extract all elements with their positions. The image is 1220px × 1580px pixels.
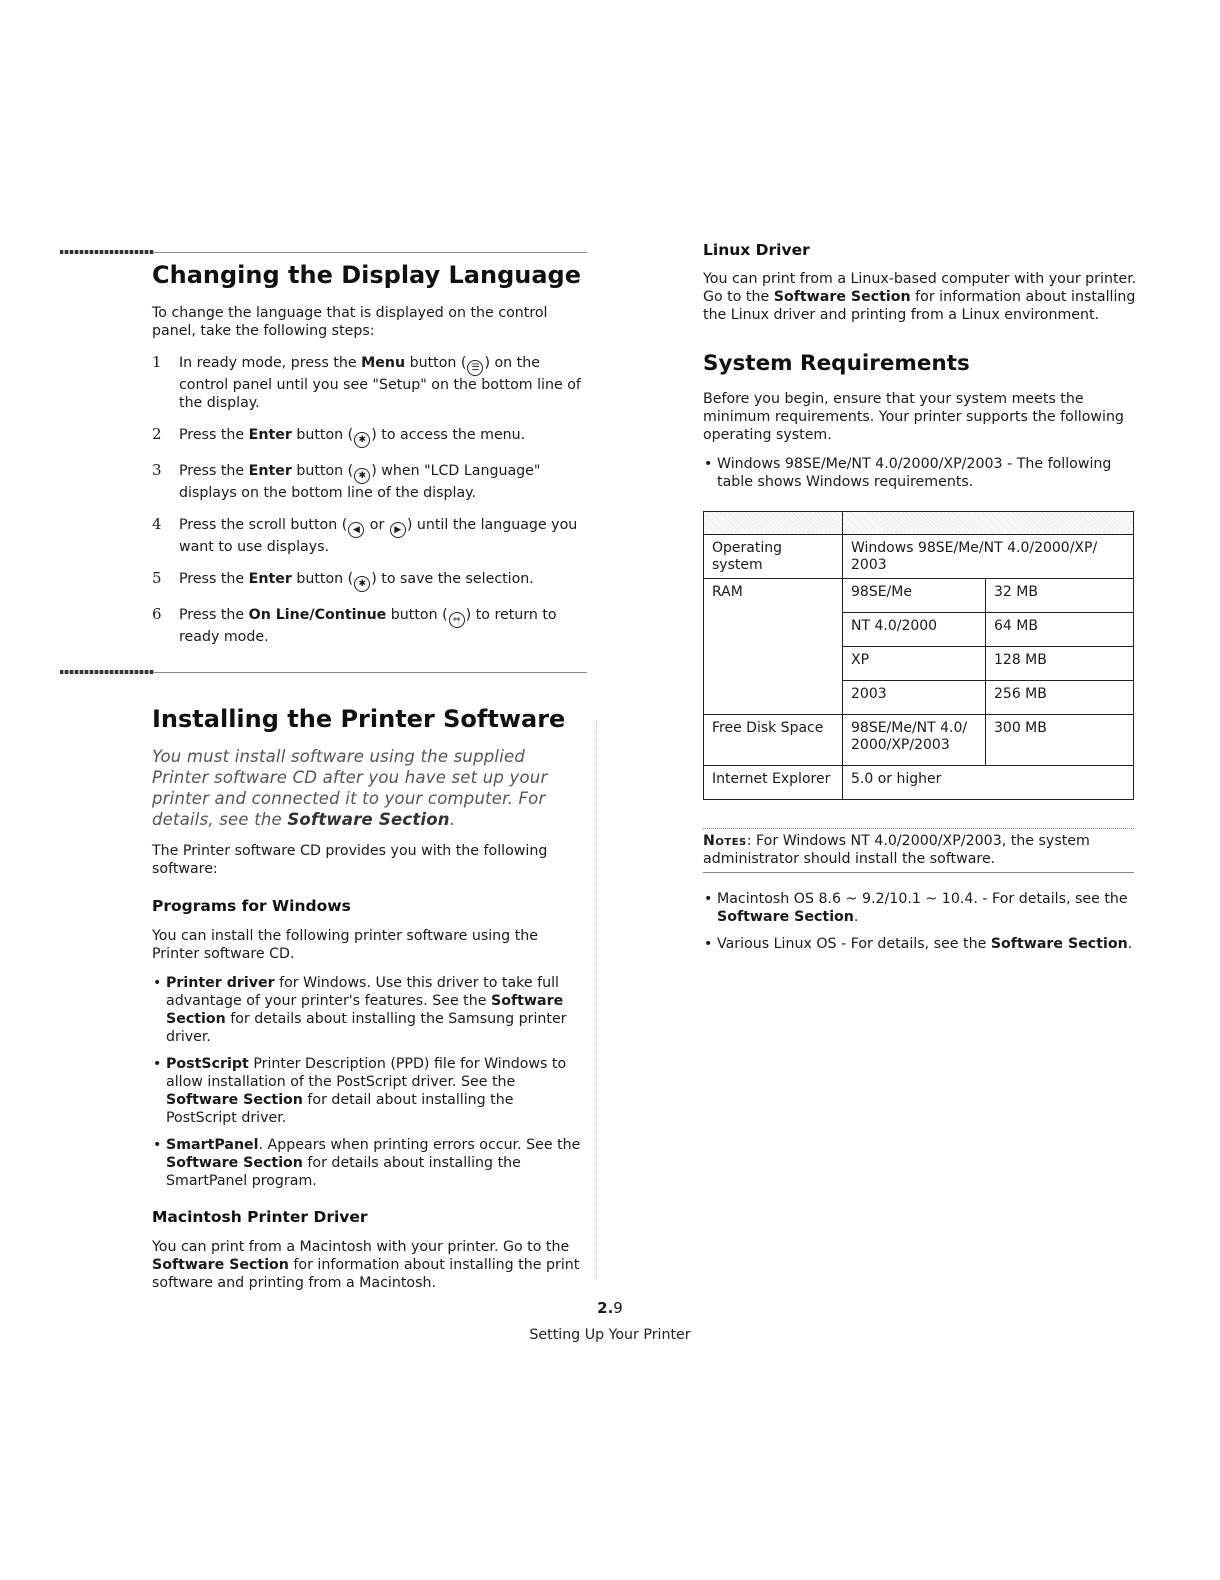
table-cell: 64 MB — [986, 613, 1134, 647]
step-5 — [152, 570, 587, 592]
list-item — [703, 935, 1138, 953]
step-text: Press the — [179, 571, 249, 587]
table-cell: Free Disk Space — [704, 715, 843, 766]
table-cell: 98SE/Me/NT 4.0/ 2000/XP/2003 — [843, 715, 986, 766]
item-bold: Software Section — [166, 993, 564, 1027]
enter-button-icon: ✱ — [354, 576, 370, 592]
linux-heading: Linux Driver — [703, 241, 810, 259]
step-text: ) to return to ready mode. — [179, 607, 557, 645]
step-text: ) to save the selection. — [371, 571, 534, 587]
step-text: ) on the control panel until you see "Setup" on the bottom line of the display. — [179, 355, 581, 411]
menu-button-icon: ☰ — [467, 360, 483, 376]
step-number: 1 — [152, 353, 162, 371]
windows-programs-list — [152, 974, 587, 1190]
step-bold: On Line/Continue — [248, 607, 387, 623]
table-row — [704, 766, 1134, 800]
install-note — [152, 746, 587, 830]
item-bold: SmartPanel — [166, 1137, 259, 1153]
notes-box — [703, 828, 1134, 873]
list-item — [152, 974, 587, 1046]
item-bold: Software Section — [166, 1155, 303, 1171]
section-marker — [60, 670, 154, 674]
left-column — [152, 240, 587, 1292]
step-text: or — [365, 517, 389, 533]
item-text: Printer Description (PPD) file for Windows to allow installation of the PostScript driver. See the — [166, 1056, 567, 1090]
notes-label: Notes — [703, 833, 747, 849]
install-intro: The Printer software CD provides you with the following software: — [152, 843, 548, 877]
step-number: 5 — [152, 569, 162, 587]
table-cell: 2003 — [843, 681, 986, 715]
note-text: . — [449, 810, 456, 829]
item-text: for details about installing the Samsung printer driver. — [166, 1011, 567, 1045]
sysreq-intro: Before you begin, ensure that your system meets the minimum requirements. Your printer supports the following operating system. — [703, 391, 1124, 443]
section-title: Changing the Display Language — [152, 261, 581, 289]
step-text: Press the — [179, 463, 249, 479]
table-cell: 128 MB — [986, 647, 1134, 681]
step-3 — [152, 462, 587, 502]
item-bold: Printer driver — [166, 975, 275, 991]
list-item — [152, 1136, 587, 1190]
step-6 — [152, 606, 587, 646]
table-cell: Internet Explorer — [704, 766, 843, 800]
section-title: System Requirements — [703, 351, 970, 376]
table-row — [704, 715, 1134, 766]
mac-text-part: for information about installing the print software and printing from a Macintosh. — [152, 1257, 580, 1291]
table-cell: XP — [843, 647, 986, 681]
step-text: button ( — [291, 571, 354, 587]
table-row — [704, 579, 1134, 613]
table-cell: 300 MB — [986, 715, 1134, 766]
requirements-table — [703, 511, 1134, 800]
table-cell: 98SE/Me — [843, 579, 986, 613]
enter-button-icon: ✱ — [354, 432, 370, 448]
section-title: Installing the Printer Software — [152, 705, 566, 733]
step-text: ) when "LCD Language" displays on the bottom line of the display. — [179, 463, 541, 501]
online-continue-icon: ⇔ — [449, 612, 465, 628]
windows-req-bullet — [703, 455, 1138, 491]
right-column — [703, 240, 1138, 953]
column-divider — [596, 720, 597, 1280]
step-number: 4 — [152, 515, 162, 533]
step-bold: Menu — [361, 355, 406, 371]
mac-text — [152, 1238, 587, 1292]
item-text: for Windows. Use this driver to take full advantage of your printer's features. See the — [166, 975, 559, 1009]
notes-body: : For Windows NT 4.0/2000/XP/2003, the system administrator should install the software. — [703, 833, 1090, 867]
notes-text — [703, 832, 1134, 868]
table-cell: Windows 98SE/Me/NT 4.0/2000/XP/ 2003 — [843, 535, 1134, 579]
linux-text-part: You can print from a Linux-based computer with your printer. Go to the — [703, 271, 1137, 305]
table-cell: 32 MB — [986, 579, 1134, 613]
step-bold: Enter — [248, 571, 292, 587]
item-bold: PostScript — [166, 1056, 249, 1072]
step-1 — [152, 354, 587, 412]
other-os-list — [703, 890, 1138, 953]
mac-link: Software Section — [152, 1257, 289, 1273]
table-row — [704, 535, 1134, 579]
step-bold: Enter — [248, 427, 292, 443]
table-header-cell — [704, 512, 843, 535]
step-number: 2 — [152, 425, 162, 443]
step-text: button ( — [386, 607, 448, 623]
step-text: button ( — [405, 355, 467, 371]
table-cell: Operating system — [704, 535, 843, 579]
section-marker — [60, 250, 154, 254]
step-text: Press the scroll button ( — [179, 517, 348, 533]
steps-list — [152, 354, 587, 646]
step-text: Press the — [179, 427, 249, 443]
item-text: Various Linux OS - For details, see the — [717, 936, 991, 952]
linux-text-part: for information about installing the Linux driver and printing from a Linux environment. — [703, 289, 1136, 323]
table-header-cell — [843, 512, 1134, 535]
enter-button-icon: ✱ — [354, 468, 370, 484]
list-item — [703, 890, 1138, 926]
page-index: 9 — [613, 1299, 623, 1317]
step-text: button ( — [291, 463, 354, 479]
table-cell: RAM — [704, 579, 843, 715]
intro-text: To change the language that is displayed on the control panel, take the following steps: — [152, 305, 548, 339]
table-header-row — [704, 512, 1134, 535]
step-text: ) to access the menu. — [371, 427, 526, 443]
mac-heading: Macintosh Printer Driver — [152, 1208, 368, 1226]
table-cell: NT 4.0/2000 — [843, 613, 986, 647]
step-number: 3 — [152, 461, 162, 479]
step-4 — [152, 516, 587, 556]
chapter-title: Setting Up Your Printer — [529, 1327, 691, 1343]
item-text: for detail about installing the PostScript driver. — [166, 1092, 514, 1126]
item-text: . Appears when printing errors occur. See the — [258, 1137, 581, 1153]
list-item: • Windows 98SE/Me/NT 4.0/2000/XP/2003 - The following table shows Windows requirements. — [703, 455, 1138, 491]
item-text: . — [1127, 936, 1133, 952]
table-cell: 5.0 or higher — [843, 766, 1134, 800]
item-bold: Software Section — [166, 1092, 303, 1108]
scroll-right-icon: ▶ — [390, 522, 406, 538]
scroll-left-icon: ◀ — [348, 522, 364, 538]
step-text: button ( — [291, 427, 354, 443]
step-text: In ready mode, press the — [179, 355, 362, 371]
step-text: Press the — [179, 607, 249, 623]
step-2 — [152, 426, 587, 448]
windows-intro: You can install the following printer software using the Printer software CD. — [152, 928, 538, 962]
mac-text-part: You can print from a Macintosh with your printer. Go to the — [152, 1239, 570, 1255]
item-text: . — [853, 909, 859, 925]
list-item — [152, 1055, 587, 1127]
linux-text — [703, 270, 1138, 324]
item-link: Software Section — [990, 936, 1128, 952]
note-text: You must install software using the supplied Printer software CD after you have set up your printer and connected it to your computer. For details, see the — [152, 747, 548, 829]
page-number — [0, 1299, 1220, 1317]
step-bold: Enter — [248, 463, 292, 479]
table-cell: 256 MB — [986, 681, 1134, 715]
item-text: Macintosh OS 8.6 ~ 9.2/10.1 ~ 10.4. - For details, see the — [717, 891, 1128, 907]
page-chapter: 2. — [597, 1299, 614, 1317]
linux-link: Software Section — [773, 289, 911, 305]
item-text: for details about installing the SmartPanel program. — [166, 1155, 521, 1189]
note-link: Software Section — [287, 810, 450, 829]
step-number: 6 — [152, 605, 162, 623]
step-text: ) until the language you want to use displays. — [179, 517, 578, 555]
windows-heading: Programs for Windows — [152, 897, 351, 915]
item-link: Software Section — [717, 909, 854, 925]
